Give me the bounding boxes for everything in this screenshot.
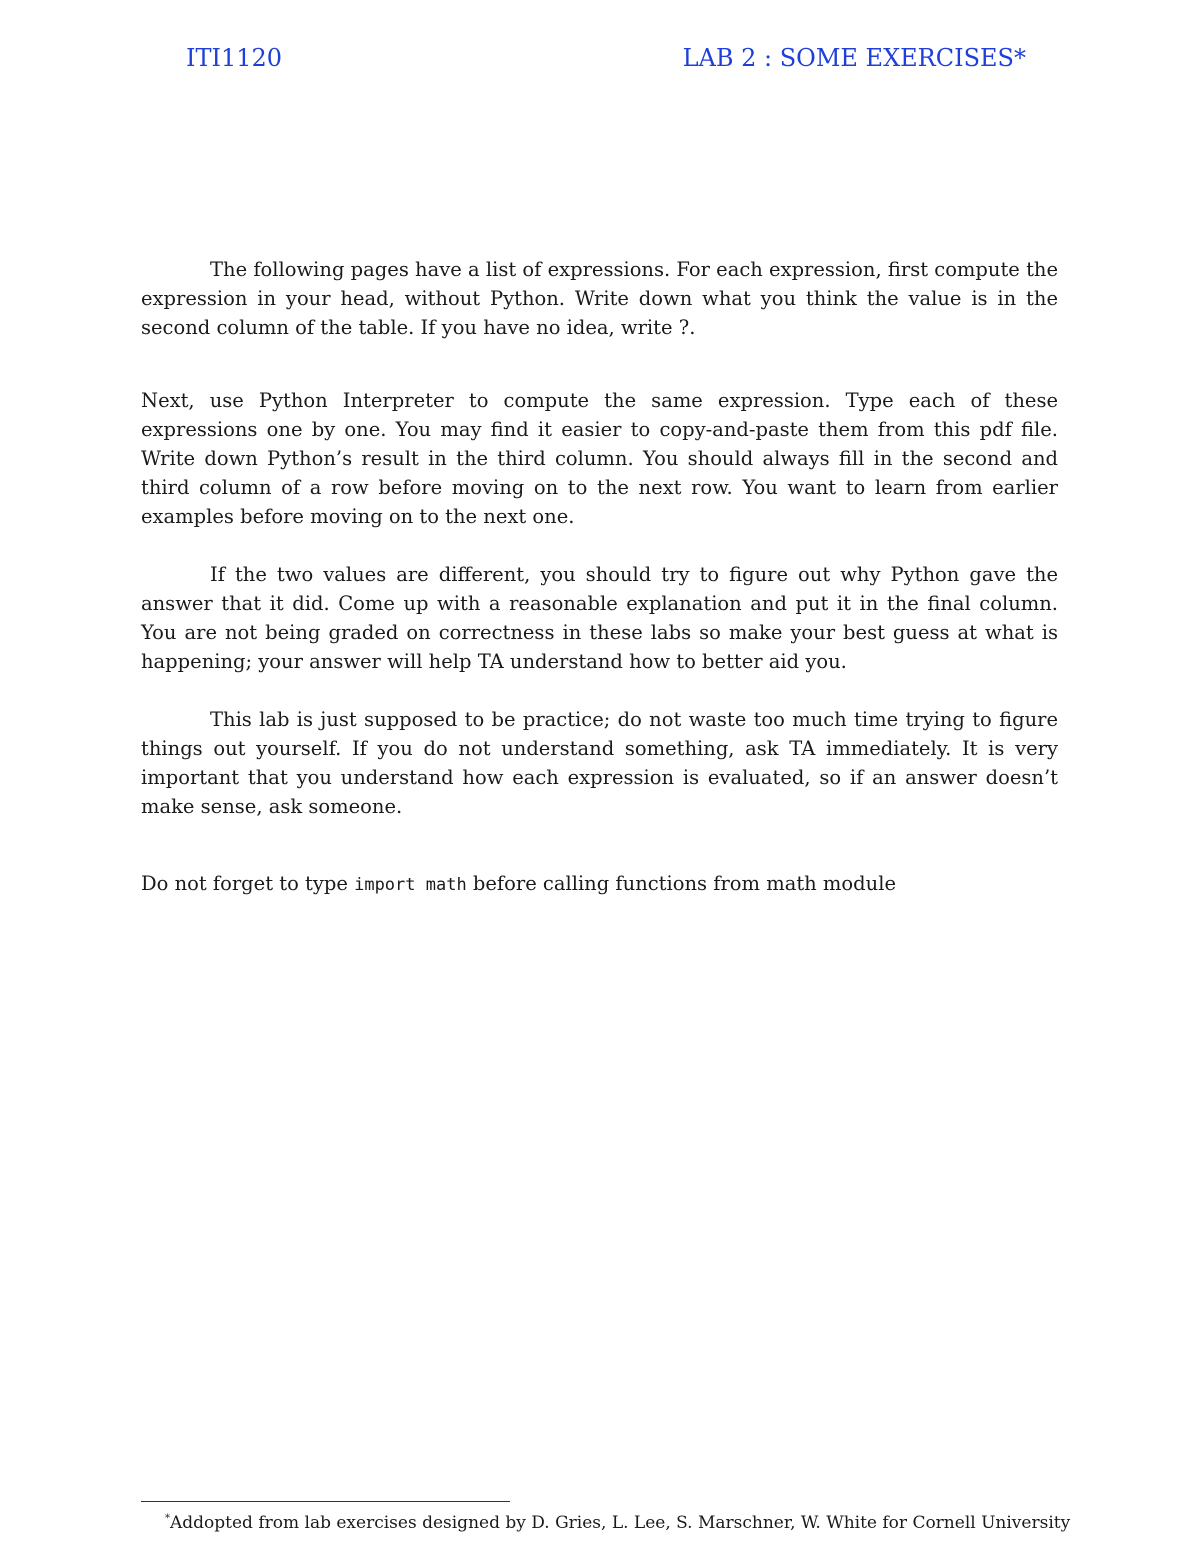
import-math-code: import math [354,875,467,895]
course-code: ITI1120 [186,44,283,72]
footnote-marker: * [165,1513,170,1524]
import-reminder [141,869,1058,900]
footnote-divider [141,1501,510,1502]
paragraph-practice: This lab is just supposed to be practice; do not waste too much time trying to figure things out yourself. If you do not understand something, ask TA immediately. It is very important that you understand how each expression is evaluated, so if an answer doesn’t make sense, ask someone. [141,708,1058,818]
reminder-before: Do not forget to type [141,872,355,895]
reminder-after: before calling functions from math module [466,872,896,895]
footnote [165,1506,1071,1536]
paragraph-explanation: If the two values are different, you should try to figure out why Python gave the answer that it did. Come up with a reasonable explanation and put it in the final column. You are not being graded on correctness in these labs so make your best guess at what is happening; your answer will help TA understand how to better aid you. [141,563,1058,673]
paragraph-intro: The following pages have a list of expressions. For each expression, first compute the expression in your head, without Python. Write down what you think the value is in the second column of the table. If you have no idea, write ?. [141,258,1058,339]
instructions-body [141,255,1058,900]
paragraph-python-interpreter: Next, use Python Interpreter to compute the same expression. Type each of these expressions one by one. You may find it easier to copy-and-paste them from this pdf file. Write down Python’s result in the third column. You should always fill in the second and third column of a row before moving on to the next row. You want to learn from earlier examples before moving on to the next one. [141,389,1058,528]
footnote-text: Addopted from lab exercises designed by D. Gries, L. Lee, S. Marschner, W. White for Cornell University [170,1513,1071,1533]
lab-title: LAB 2 : SOME EXERCISES* [682,44,1026,72]
page-header [186,44,1026,80]
